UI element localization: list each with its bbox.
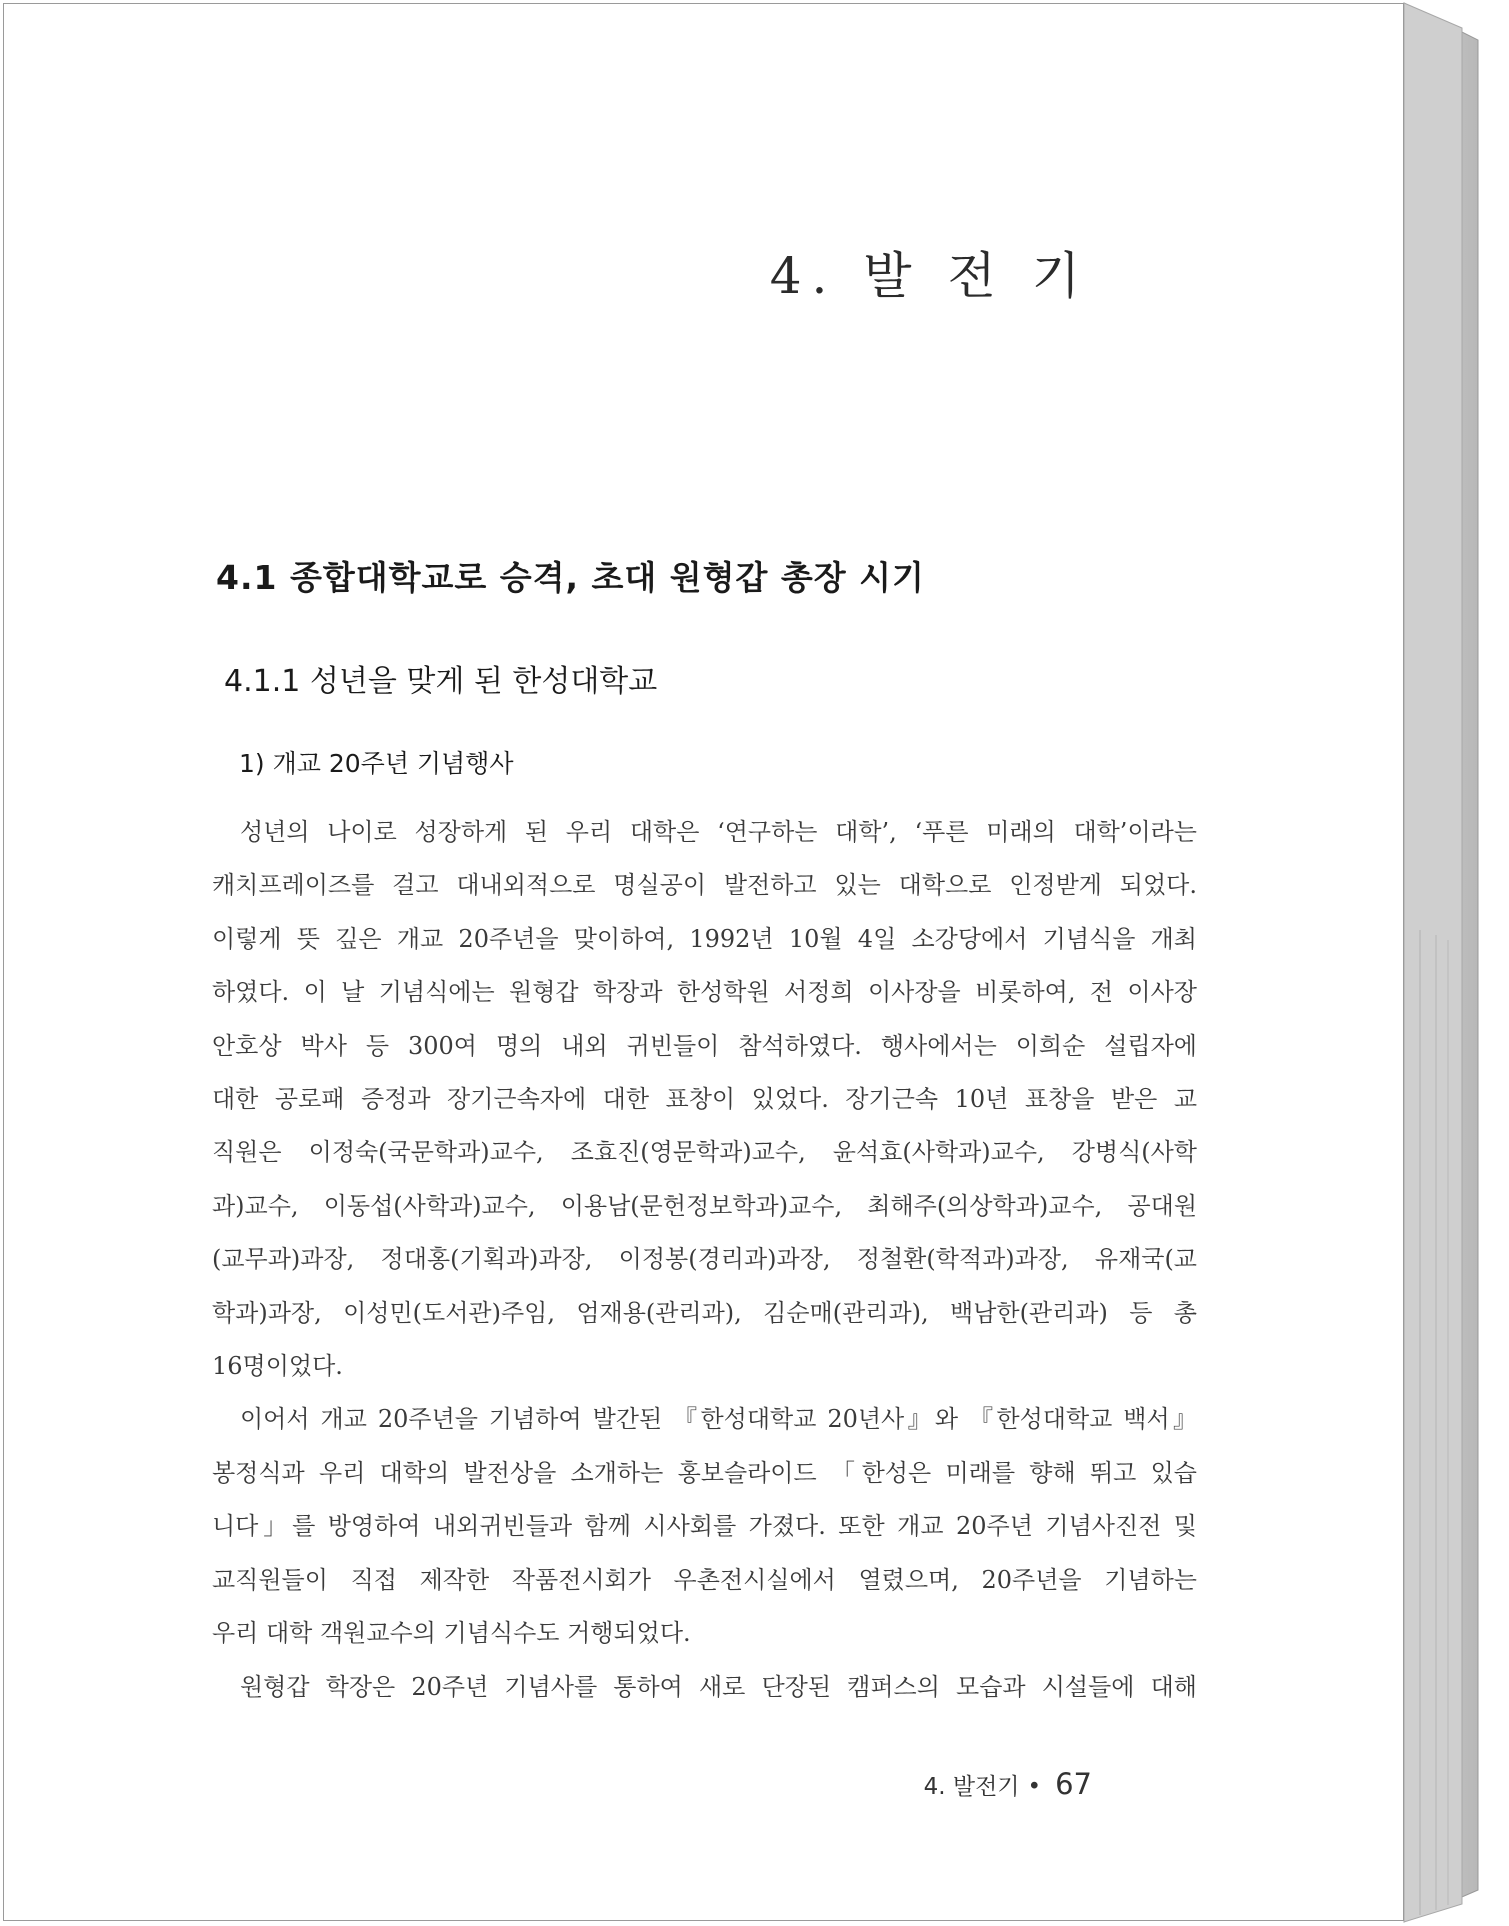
document-page: [3, 3, 1404, 1921]
chapter-title: 4. 발 전 기: [769, 247, 1090, 305]
paragraph-line: 안호상 박사 등 300여 명의 내외 귀빈들이 참석하였다. 행사에서는 이희순 설립자에: [212, 1031, 1197, 1060]
paragraph-line: 성년의 나이로 성장하게 된 우리 대학은 ‘연구하는 대학’, ‘푸른 미래의 대학’이라는: [240, 818, 1197, 846]
body-text: [212, 806, 1197, 1714]
paragraph-line: 캐치프레이즈를 걸고 대내외적으로 명실공이 발전하고 있는 대학으로 인정받게 되었다.: [212, 871, 1197, 900]
page-footer: [924, 1767, 1092, 1801]
paragraph-line: 니다」를 방영하여 내외귀빈들과 함께 시사회를 가졌다. 또한 개교 20주년 기념사진전 및: [212, 1512, 1197, 1541]
paragraph-line: 원형갑 학장은 20주년 기념사를 통하여 새로 단장된 캠퍼스의 모습과 시설들에 대해: [240, 1672, 1197, 1701]
item-heading: 1) 개교 20주년 기념행사: [239, 749, 514, 778]
paragraph-line: 과)교수, 이동섭(사학과)교수, 이용남(문헌정보학과)교수, 최해주(의상학과)교수, 공대원: [212, 1191, 1197, 1220]
footer-chapter-label: 4. 발전기: [923, 1774, 1020, 1800]
paragraph-line: 학과)과장, 이성민(도서관)주임, 엄재용(관리과), 김순매(관리과), 백남한(관리과) 등 총: [212, 1298, 1197, 1327]
paragraph-line: 이렇게 뜻 깊은 개교 20주년을 맞이하여, 1992년 10월 4일 소강당에서 기념식을 개최: [212, 924, 1197, 953]
paragraph-line: 하였다. 이 날 기념식에는 원형갑 학장과 한성학원 서정희 이사장을 비롯하여, 전 이사장: [212, 978, 1197, 1007]
section-heading: 4.1 종합대학교로 승격, 초대 원형갑 총장 시기: [216, 558, 925, 597]
paragraph-line: 봉정식과 우리 대학의 발전상을 소개하는 홍보슬라이드 「한성은 미래를 향해 뛰고 있습: [212, 1458, 1197, 1487]
paragraph-line: 이어서 개교 20주년을 기념하여 발간된 『한성대학교 20년사』와 『한성대학교 백서』: [240, 1405, 1197, 1434]
paragraph-line: (교무과)과장, 정대홍(기획과)과장, 이정봉(경리과)과장, 정철환(학적과)과장, 유재국(교: [212, 1245, 1197, 1274]
subsection-heading: 4.1.1 성년을 맞게 된 한성대학교: [224, 664, 658, 699]
paragraph-line: 우리 대학 객원교수의 기념식수도 거행되었다.: [212, 1619, 691, 1648]
footer-bullet: •: [1027, 1774, 1042, 1800]
paragraph-line: 대한 공로패 증정과 장기근속자에 대한 표창이 있었다. 장기근속 10년 표창을 받은 교: [212, 1085, 1197, 1114]
paragraph-line: 16명이었다.: [212, 1352, 343, 1381]
paragraph-line: 직원은 이정숙(국문학과)교수, 조효진(영문학과)교수, 윤석효(사학과)교수, 강병식(사학: [212, 1138, 1197, 1167]
page-number: 67: [1055, 1767, 1092, 1801]
paragraph-line: 교직원들이 직접 제작한 작품전시회가 우촌전시실에서 열렸으며, 20주년을 기념하는: [212, 1565, 1197, 1594]
